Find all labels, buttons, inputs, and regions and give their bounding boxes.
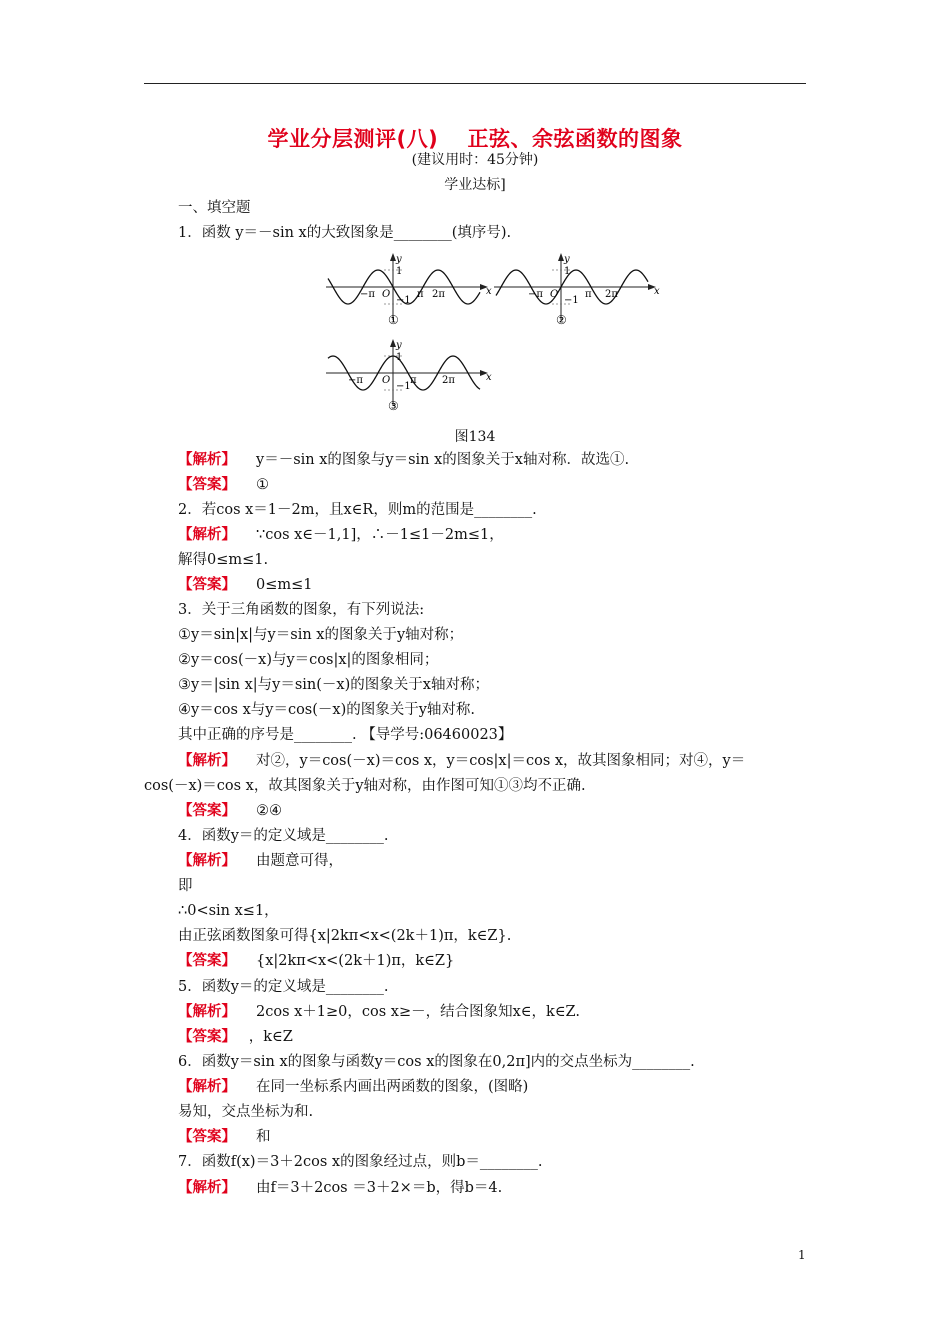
graph-3-neg-pi-label: −π [348,375,363,386]
line-text: ∴0<sin x≤1， [178,903,279,919]
answer-line [178,1127,271,1147]
line-tag: 【答案】 [178,802,236,819]
line-text: 5．函数y＝的定义域是________. [178,979,389,995]
part-heading: 一、填空题 [178,200,251,216]
graph-1-x-label: x [486,286,492,297]
graph-3-label: ③ [388,399,399,413]
text-line [178,1102,313,1122]
graph-1-label: ① [388,313,399,327]
line-text: 在同一坐标系内画出两函数的图象，(图略) [256,1079,529,1095]
answer-line [178,751,745,771]
graph-2-pi-label: π [585,289,592,300]
line-text: 7．函数f(x)＝3＋2cos x的图象经过点，则b＝________. [178,1154,543,1170]
answer-line [178,1027,293,1047]
graph-3-one-label: 1 [396,352,403,363]
answer-line [178,475,269,495]
line-text: 4．函数y＝的定义域是________. [178,828,389,844]
graph-3-origin: O [382,375,391,386]
line-tag: 【答案】 [178,576,236,593]
text-line [178,901,279,921]
line-text: ∵cos x∈－1,1]，∴－1≤1－2m≤1， [256,527,504,543]
graph-3-pi-label: π [410,375,417,386]
line-text: 由f＝3＋2cos ＝3＋2×＝b，得b＝4. [256,1180,503,1196]
line-text: 由正弦函数图象可得{x|2kπ<x<(2k＋1)π，k∈Z}. [178,928,512,944]
graph-1 [322,250,492,330]
figure-caption: 图134 [454,429,496,445]
subtitle: (建议用时：45分钟) [411,152,539,168]
line-text: 2．若cos x＝1－2m，且x∈R，则m的范围是________. [178,502,537,518]
graph-1-one-label: 1 [396,266,403,277]
line-text: {x|2kπ<x<(2k＋1)π，k∈Z} [256,953,455,969]
text-line [178,1052,695,1072]
line-tag: 【答案】 [178,1128,236,1145]
graph-2-x-label: x [654,286,660,297]
line-text: cos(－x)＝cos x，故其图象关于y轴对称，由作图可知①③均不正确. [144,778,586,794]
line-tag: 【解析】 [178,852,236,869]
graph-3-y-label: y [396,340,402,351]
graph-2-2pi-label: 2π [605,289,618,300]
graph-2-one-label: 1 [564,266,571,277]
text-line [178,977,389,997]
answer-line [178,450,629,470]
line-text: 由题意可得， [256,853,343,869]
line-text: 2cos x＋1≥0，cos x≥－，结合图象知x∈，k∈Z. [256,1004,580,1020]
graph-1-pi-label: π [417,289,424,300]
line-tag: 【解析】 [178,451,236,468]
text-line [178,700,475,720]
answer-line [178,801,282,821]
graph-2-label: ② [556,313,567,327]
answer-line [178,1002,580,1022]
answer-line [178,575,313,595]
line-tag: 【答案】 [178,1028,229,1045]
answer-line [178,1077,528,1097]
graph-2-neg-pi-label: −π [528,289,543,300]
answer-line [178,525,504,545]
line-text: ②④ [256,803,282,819]
line-text: 6．函数y＝sin x的图象与函数y＝cos x的图象在0,2π]内的交点坐标为________. [178,1054,695,1070]
text-line [178,600,424,620]
line-text: ①y＝sin|x|与y＝sin x的图象关于y轴对称； [178,627,464,643]
line-text: 和 [256,1129,271,1145]
graph-2-y-label: y [564,254,570,265]
text-line [178,625,463,645]
text-line [178,1152,543,1172]
text-line [178,926,511,946]
header-rule [144,83,806,84]
answer-line [178,851,343,871]
line-tag: 【解析】 [178,1003,236,1020]
graph-2-origin: O [550,289,559,300]
line-text: ，k∈Z [248,1029,293,1045]
text-line [178,223,511,243]
answer-line [178,1178,502,1198]
line-tag: 【答案】 [178,476,236,493]
graph-1-neg-one-label: −1 [396,295,411,306]
line-text: 解得0≤m≤1. [178,552,269,568]
line-tag: 【解析】 [178,526,236,543]
page-title: 学业分层测评(八) 正弦、余弦函数的图象 [267,127,683,151]
text-line [178,675,489,695]
line-text: ②y＝cos(－x)与y＝cos|x|的图象相同； [178,652,439,668]
line-text: 其中正确的序号是________. 【导学号:06460023】 [178,727,513,743]
line-tag: 【解析】 [178,1179,236,1196]
graph-1-2pi-label: 2π [432,289,445,300]
graph-1-y-label: y [396,254,402,265]
graph-3-x-label: x [486,372,492,383]
section-heading: 学业达标] [444,177,506,193]
line-text: 1．函数 y＝－sin x的大致图象是________(填序号). [178,225,512,241]
line-text: ③y＝|sin x|与y＝sin(－x)的图象关于x轴对称； [178,677,489,693]
graph-2-neg-one-label: −1 [564,295,579,306]
line-tag: 【答案】 [178,952,236,969]
text-line [144,776,586,796]
graph-3-2pi-label: 2π [442,375,455,386]
graph-1-neg-pi-label: −π [360,289,375,300]
text-line [178,500,537,520]
line-text: 对②，y＝cos(－x)＝cos x，y＝cos|x|＝cos x，故其图象相同；对④，y＝ [256,753,746,769]
text-line [178,550,268,570]
line-text: ① [256,477,269,493]
graph-3 [322,336,492,416]
text-line [178,650,438,670]
text-line [178,876,193,896]
line-text: 即 [178,878,193,894]
line-text: y＝－sin x的图象与y＝sin x的图象关于x轴对称．故选①. [256,452,630,468]
graph-2 [490,250,660,330]
answer-line [178,951,454,971]
page-number: 1 [798,1248,806,1262]
graph-3-neg-one-label: −1 [396,381,411,392]
text-line [178,826,389,846]
line-text: ④y＝cos x与y＝cos(－x)的图象关于y轴对称. [178,702,476,718]
line-tag: 【解析】 [178,1078,236,1095]
line-text: 3．关于三角函数的图象，有下列说法: [178,602,425,618]
line-text: 0≤m≤1 [256,577,313,593]
line-text: 易知，交点坐标为和. [178,1104,314,1120]
text-line [178,725,512,745]
graph-1-origin: O [382,289,391,300]
line-tag: 【解析】 [178,752,236,769]
